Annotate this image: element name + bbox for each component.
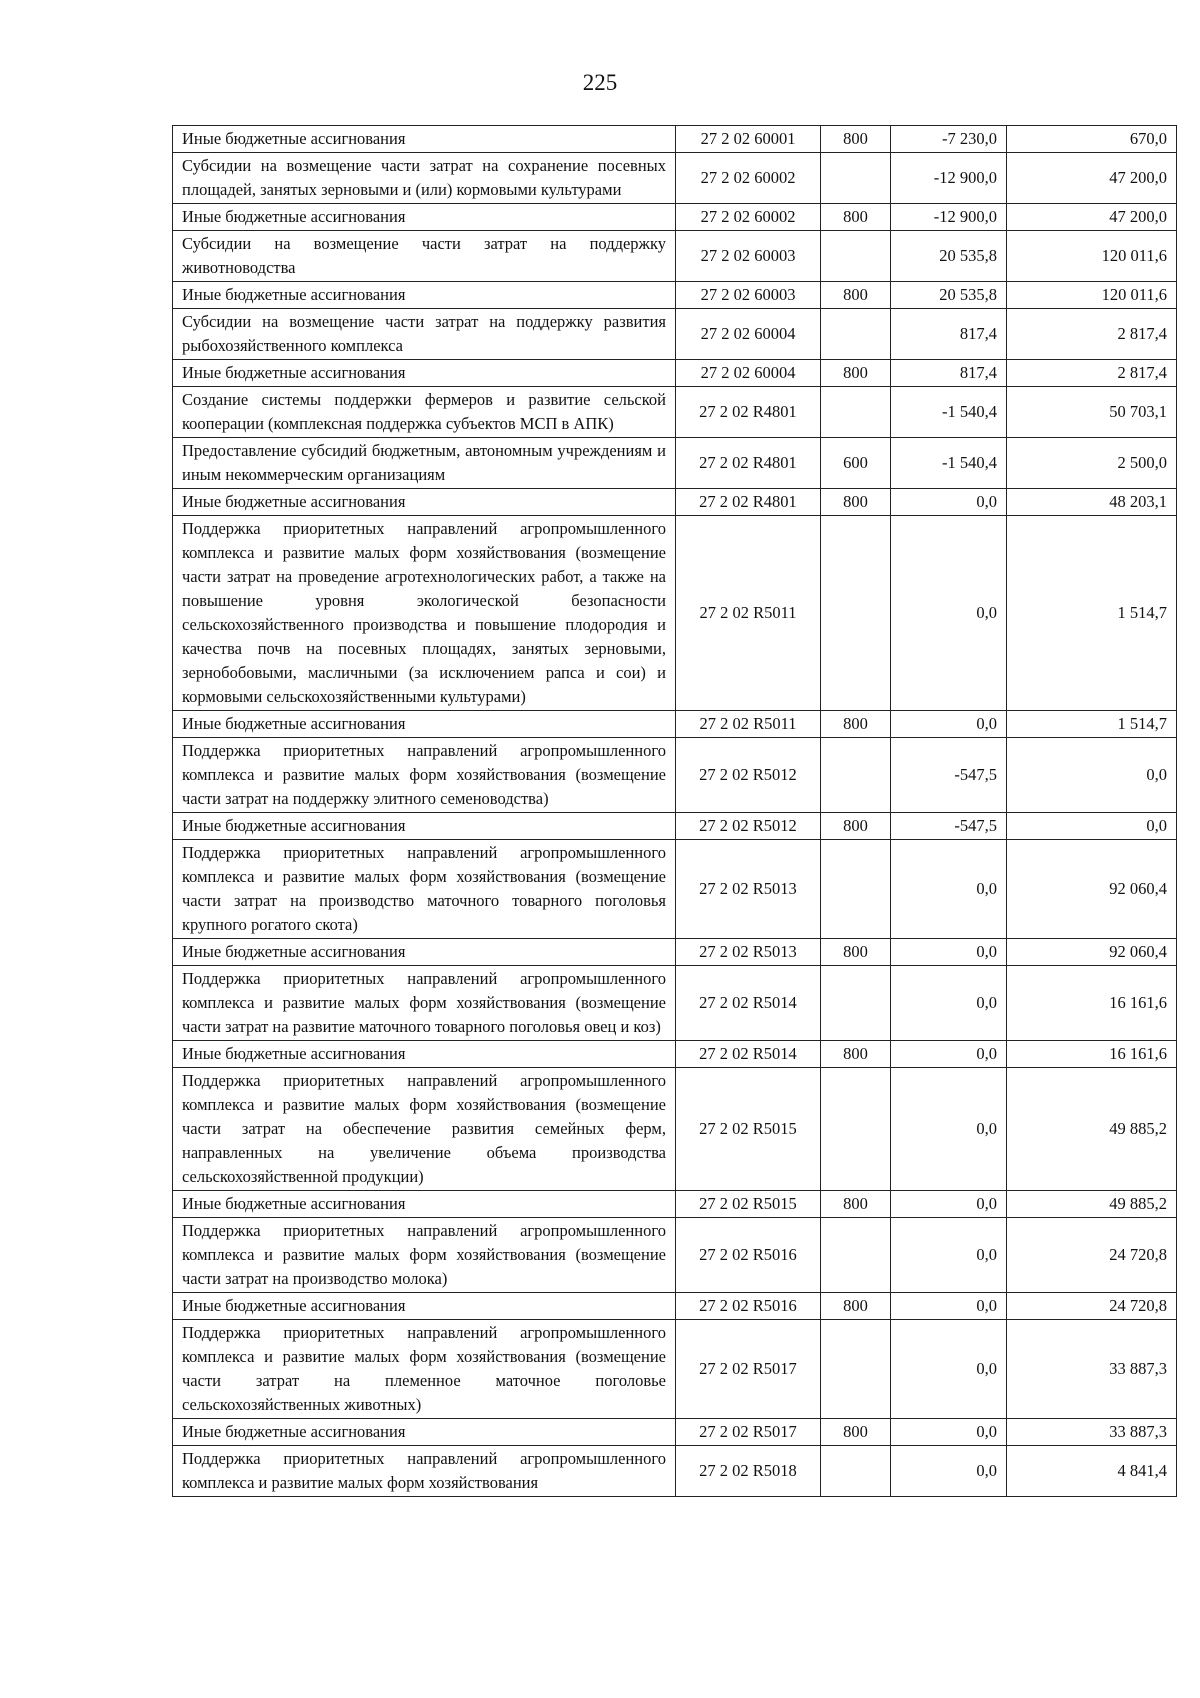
row-expense-type-cell xyxy=(821,1320,891,1419)
row-expense-type-cell xyxy=(821,738,891,813)
table-row xyxy=(173,738,1177,813)
row-code-cell: 27 2 02 60002 xyxy=(676,204,821,231)
row-expense-type-cell: 800 xyxy=(821,1293,891,1320)
table-row xyxy=(173,153,1177,204)
row-expense-type-cell xyxy=(821,1218,891,1293)
row-expense-type-cell xyxy=(821,840,891,939)
row-change-amount-cell: 0,0 xyxy=(891,939,1007,966)
row-code-cell: 27 2 02 R5016 xyxy=(676,1293,821,1320)
row-total-amount-cell: 92 060,4 xyxy=(1007,840,1177,939)
row-change-amount-cell: 0,0 xyxy=(891,1218,1007,1293)
table-row xyxy=(173,126,1177,153)
table-row xyxy=(173,939,1177,966)
row-total-amount-cell: 50 703,1 xyxy=(1007,387,1177,438)
table-row xyxy=(173,1446,1177,1497)
table-row xyxy=(173,204,1177,231)
row-change-amount-cell: -1 540,4 xyxy=(891,387,1007,438)
table-row xyxy=(173,1191,1177,1218)
row-name-cell: Иные бюджетные ассигнования xyxy=(173,282,676,309)
table-row xyxy=(173,1218,1177,1293)
row-expense-type-cell: 800 xyxy=(821,711,891,738)
row-name-cell: Поддержка приоритетных направлений агропромышленного комплекса и развитие малых форм хозяйствования (возмещение части затрат на племенное маточное поголовье сельскохозяйственных животных) xyxy=(173,1320,676,1419)
row-change-amount-cell: 817,4 xyxy=(891,360,1007,387)
table-row xyxy=(173,282,1177,309)
row-expense-type-cell xyxy=(821,387,891,438)
row-name-cell: Субсидии на возмещение части затрат на поддержку животноводства xyxy=(173,231,676,282)
row-code-cell: 27 2 02 R5017 xyxy=(676,1320,821,1419)
row-total-amount-cell: 120 011,6 xyxy=(1007,282,1177,309)
row-code-cell: 27 2 02 R5011 xyxy=(676,516,821,711)
table-row xyxy=(173,1320,1177,1419)
row-code-cell: 27 2 02 R5015 xyxy=(676,1191,821,1218)
row-expense-type-cell xyxy=(821,153,891,204)
table-row xyxy=(173,1068,1177,1191)
row-expense-type-cell xyxy=(821,966,891,1041)
row-total-amount-cell: 4 841,4 xyxy=(1007,1446,1177,1497)
row-total-amount-cell: 48 203,1 xyxy=(1007,489,1177,516)
row-change-amount-cell: 0,0 xyxy=(891,489,1007,516)
table-row xyxy=(173,1041,1177,1068)
row-total-amount-cell: 16 161,6 xyxy=(1007,1041,1177,1068)
row-change-amount-cell: 0,0 xyxy=(891,1293,1007,1320)
row-change-amount-cell: 817,4 xyxy=(891,309,1007,360)
table-row xyxy=(173,813,1177,840)
row-name-cell: Субсидии на возмещение части затрат на сохранение посевных площадей, занятых зерновыми и (или) кормовыми культурами xyxy=(173,153,676,204)
table-row xyxy=(173,711,1177,738)
row-code-cell: 27 2 02 R5014 xyxy=(676,1041,821,1068)
row-name-cell: Иные бюджетные ассигнования xyxy=(173,1293,676,1320)
table-row xyxy=(173,1293,1177,1320)
row-change-amount-cell: 0,0 xyxy=(891,840,1007,939)
row-expense-type-cell: 800 xyxy=(821,282,891,309)
row-code-cell: 27 2 02 R4801 xyxy=(676,489,821,516)
row-total-amount-cell: 24 720,8 xyxy=(1007,1218,1177,1293)
row-code-cell: 27 2 02 60001 xyxy=(676,126,821,153)
row-code-cell: 27 2 02 R5015 xyxy=(676,1068,821,1191)
row-name-cell: Поддержка приоритетных направлений агропромышленного комплекса и развитие малых форм хозяйствования xyxy=(173,1446,676,1497)
row-change-amount-cell: -547,5 xyxy=(891,813,1007,840)
row-change-amount-cell: -12 900,0 xyxy=(891,153,1007,204)
table-row xyxy=(173,360,1177,387)
row-expense-type-cell xyxy=(821,231,891,282)
row-code-cell: 27 2 02 60002 xyxy=(676,153,821,204)
row-code-cell: 27 2 02 R5013 xyxy=(676,840,821,939)
table-row xyxy=(173,840,1177,939)
row-code-cell: 27 2 02 60003 xyxy=(676,282,821,309)
row-name-cell: Иные бюджетные ассигнования xyxy=(173,360,676,387)
row-expense-type-cell xyxy=(821,1446,891,1497)
row-expense-type-cell: 800 xyxy=(821,1041,891,1068)
page-number: 225 xyxy=(582,70,618,95)
row-total-amount-cell: 0,0 xyxy=(1007,738,1177,813)
row-change-amount-cell: -547,5 xyxy=(891,738,1007,813)
row-change-amount-cell: 0,0 xyxy=(891,966,1007,1041)
row-change-amount-cell: 0,0 xyxy=(891,1419,1007,1446)
row-total-amount-cell: 33 887,3 xyxy=(1007,1419,1177,1446)
table-row xyxy=(173,516,1177,711)
row-change-amount-cell: 0,0 xyxy=(891,1191,1007,1218)
row-name-cell: Поддержка приоритетных направлений агропромышленного комплекса и развитие малых форм хозяйствования (возмещение части затрат на производство молока) xyxy=(173,1218,676,1293)
row-change-amount-cell: 0,0 xyxy=(891,1320,1007,1419)
row-name-cell: Создание системы поддержки фермеров и развитие сельской кооперации (комплексная поддержка субъектов МСП в АПК) xyxy=(173,387,676,438)
row-total-amount-cell: 47 200,0 xyxy=(1007,153,1177,204)
row-code-cell: 27 2 02 R4801 xyxy=(676,387,821,438)
table-row xyxy=(173,966,1177,1041)
row-change-amount-cell: 0,0 xyxy=(891,1446,1007,1497)
row-code-cell: 27 2 02 R5013 xyxy=(676,939,821,966)
row-total-amount-cell: 47 200,0 xyxy=(1007,204,1177,231)
row-change-amount-cell: -7 230,0 xyxy=(891,126,1007,153)
row-total-amount-cell: 24 720,8 xyxy=(1007,1293,1177,1320)
row-name-cell: Иные бюджетные ассигнования xyxy=(173,813,676,840)
row-total-amount-cell: 2 500,0 xyxy=(1007,438,1177,489)
row-expense-type-cell: 800 xyxy=(821,489,891,516)
row-expense-type-cell: 800 xyxy=(821,813,891,840)
row-name-cell: Иные бюджетные ассигнования xyxy=(173,489,676,516)
row-total-amount-cell: 1 514,7 xyxy=(1007,711,1177,738)
row-code-cell: 27 2 02 R5014 xyxy=(676,966,821,1041)
row-change-amount-cell: 20 535,8 xyxy=(891,282,1007,309)
row-name-cell: Иные бюджетные ассигнования xyxy=(173,1041,676,1068)
row-total-amount-cell: 49 885,2 xyxy=(1007,1191,1177,1218)
row-name-cell: Предоставление субсидий бюджетным, автономным учреждениям и иным некоммерческим организациям xyxy=(173,438,676,489)
row-change-amount-cell: 0,0 xyxy=(891,516,1007,711)
table-row xyxy=(173,231,1177,282)
row-expense-type-cell: 800 xyxy=(821,360,891,387)
row-total-amount-cell: 0,0 xyxy=(1007,813,1177,840)
row-expense-type-cell: 800 xyxy=(821,204,891,231)
row-total-amount-cell: 1 514,7 xyxy=(1007,516,1177,711)
row-name-cell: Иные бюджетные ассигнования xyxy=(173,126,676,153)
row-total-amount-cell: 120 011,6 xyxy=(1007,231,1177,282)
row-expense-type-cell xyxy=(821,1068,891,1191)
row-expense-type-cell: 800 xyxy=(821,1419,891,1446)
row-change-amount-cell: 0,0 xyxy=(891,1041,1007,1068)
budget-table-body xyxy=(173,126,1177,1497)
row-code-cell: 27 2 02 R5016 xyxy=(676,1218,821,1293)
row-code-cell: 27 2 02 R5017 xyxy=(676,1419,821,1446)
table-row xyxy=(173,489,1177,516)
row-total-amount-cell: 92 060,4 xyxy=(1007,939,1177,966)
row-name-cell: Иные бюджетные ассигнования xyxy=(173,1419,676,1446)
row-name-cell: Поддержка приоритетных направлений агропромышленного комплекса и развитие малых форм хозяйствования (возмещение части затрат на обеспечение развития семейных ферм, направленных на увеличение объема производства сельскохозяйственной продукции) xyxy=(173,1068,676,1191)
row-name-cell: Иные бюджетные ассигнования xyxy=(173,711,676,738)
row-expense-type-cell: 800 xyxy=(821,1191,891,1218)
row-total-amount-cell: 33 887,3 xyxy=(1007,1320,1177,1419)
row-code-cell: 27 2 02 R5011 xyxy=(676,711,821,738)
row-name-cell: Поддержка приоритетных направлений агропромышленного комплекса и развитие малых форм хозяйствования (возмещение части затрат на проведение агротехнологических работ, а также на повышение уровня экологической безопасности сельскохозяйственного производства и повышение плодородия и качества почв на посевных площадях, занятых зерновыми, зернобобовыми, масличными (за исключением рапса и сои) и кормовыми сельскохозяйственными культурами) xyxy=(173,516,676,711)
row-code-cell: 27 2 02 60004 xyxy=(676,360,821,387)
row-name-cell: Поддержка приоритетных направлений агропромышленного комплекса и развитие малых форм хозяйствования (возмещение части затрат на производство маточного товарного поголовья крупного рогатого скота) xyxy=(173,840,676,939)
row-change-amount-cell: -12 900,0 xyxy=(891,204,1007,231)
row-change-amount-cell: 0,0 xyxy=(891,711,1007,738)
row-change-amount-cell: 20 535,8 xyxy=(891,231,1007,282)
table-row xyxy=(173,309,1177,360)
row-expense-type-cell: 800 xyxy=(821,939,891,966)
row-expense-type-cell: 600 xyxy=(821,438,891,489)
row-change-amount-cell: -1 540,4 xyxy=(891,438,1007,489)
row-code-cell: 27 2 02 R5012 xyxy=(676,738,821,813)
row-expense-type-cell xyxy=(821,309,891,360)
table-row xyxy=(173,387,1177,438)
row-expense-type-cell: 800 xyxy=(821,126,891,153)
row-expense-type-cell xyxy=(821,516,891,711)
table-row xyxy=(173,1419,1177,1446)
row-total-amount-cell: 2 817,4 xyxy=(1007,309,1177,360)
row-name-cell: Иные бюджетные ассигнования xyxy=(173,1191,676,1218)
row-name-cell: Субсидии на возмещение части затрат на поддержку развития рыбохозяйственного комплекса xyxy=(173,309,676,360)
row-name-cell: Поддержка приоритетных направлений агропромышленного комплекса и развитие малых форм хозяйствования (возмещение части затрат на развитие маточного товарного поголовья овец и коз) xyxy=(173,966,676,1041)
row-total-amount-cell: 670,0 xyxy=(1007,126,1177,153)
row-name-cell: Иные бюджетные ассигнования xyxy=(173,204,676,231)
row-code-cell: 27 2 02 R4801 xyxy=(676,438,821,489)
row-name-cell: Поддержка приоритетных направлений агропромышленного комплекса и развитие малых форм хозяйствования (возмещение части затрат на поддержку элитного семеноводства) xyxy=(173,738,676,813)
row-change-amount-cell: 0,0 xyxy=(891,1068,1007,1191)
row-code-cell: 27 2 02 R5012 xyxy=(676,813,821,840)
row-total-amount-cell: 2 817,4 xyxy=(1007,360,1177,387)
budget-table xyxy=(172,125,1177,1497)
row-total-amount-cell: 49 885,2 xyxy=(1007,1068,1177,1191)
row-code-cell: 27 2 02 60004 xyxy=(676,309,821,360)
row-code-cell: 27 2 02 R5018 xyxy=(676,1446,821,1497)
row-code-cell: 27 2 02 60003 xyxy=(676,231,821,282)
row-total-amount-cell: 16 161,6 xyxy=(1007,966,1177,1041)
row-name-cell: Иные бюджетные ассигнования xyxy=(173,939,676,966)
table-row xyxy=(173,438,1177,489)
